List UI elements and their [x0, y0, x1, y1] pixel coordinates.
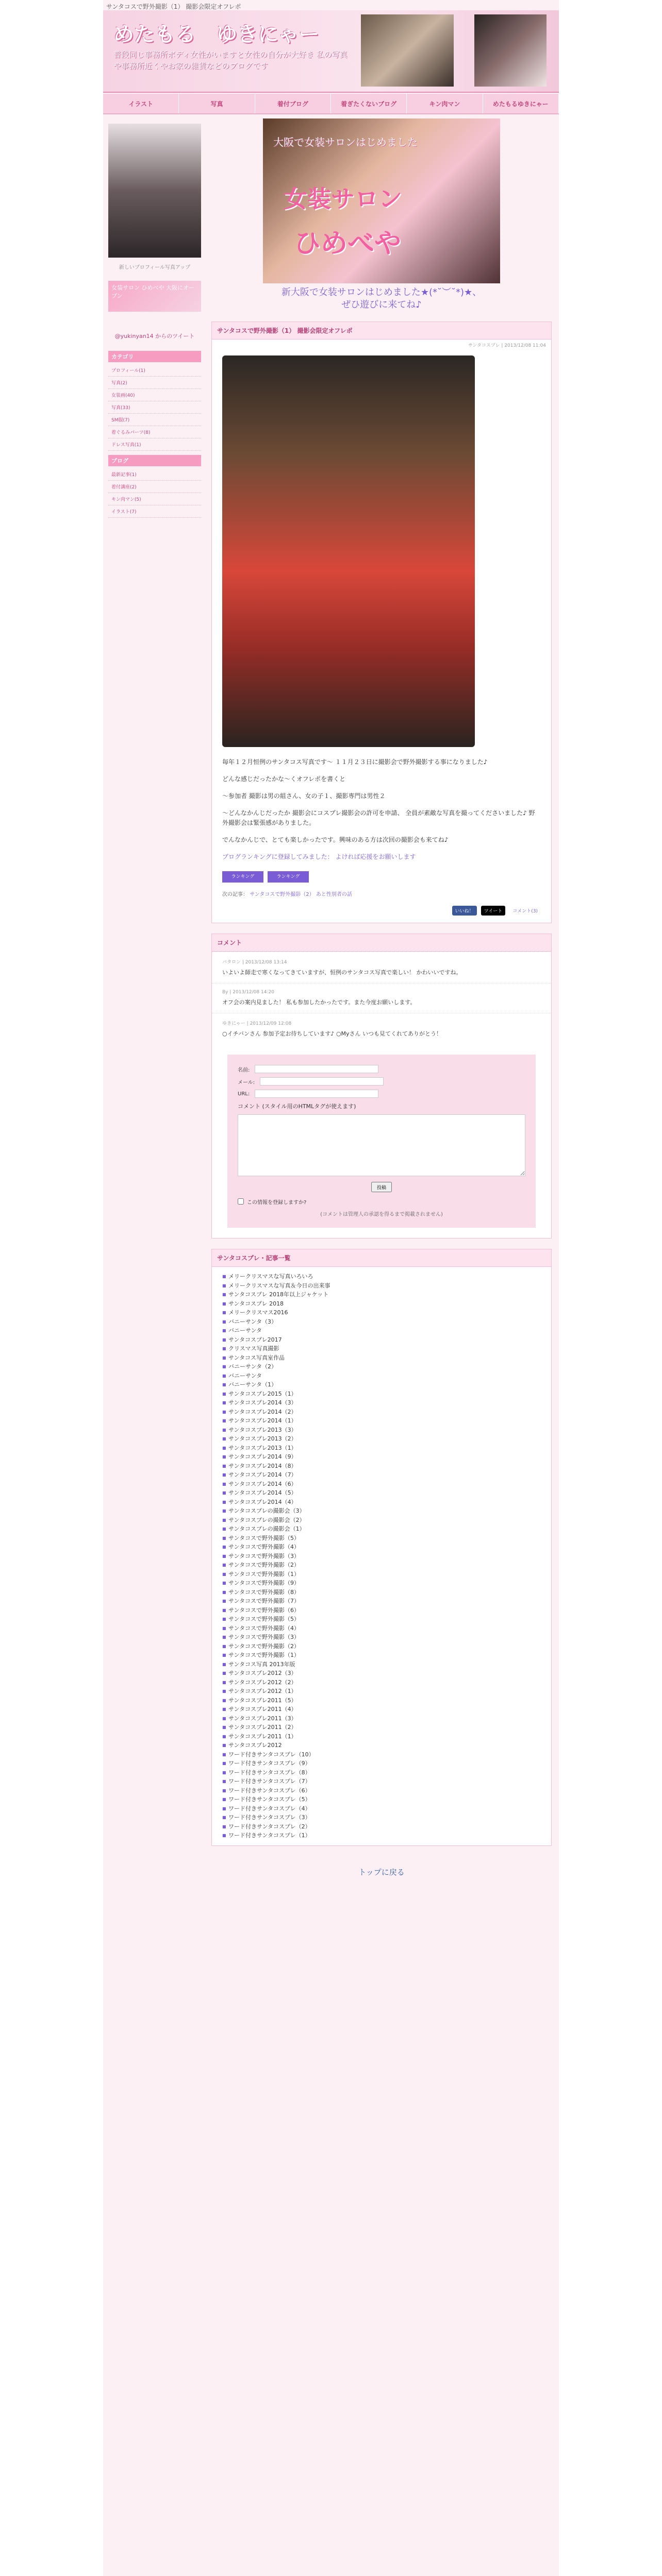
comment-header: ゆきにゃー | 2013/12/09 12:08	[222, 1021, 292, 1026]
article-list-item[interactable]: ■ メリークリスマス2016	[222, 1308, 541, 1317]
global-nav	[103, 94, 559, 114]
article-list-item[interactable]: ■ サンタコスプレ2017	[222, 1335, 541, 1345]
comment-text: いよいよ師走で寒くなってきていますが、恒例のサンタコス写真で楽しい！ かわいいですね。	[222, 969, 462, 976]
remember-label: この情報を登録しますか?	[247, 1199, 307, 1206]
comment-form	[227, 1055, 536, 1228]
header-photo	[361, 14, 454, 87]
article-list-item[interactable]: ■ バニーサンタ	[222, 1326, 541, 1335]
article-list-item[interactable]: ■ サンタコスで野外撮影（4）	[222, 1543, 541, 1552]
salon-headline-2: ぜひ遊びに来てね♪	[341, 299, 422, 310]
article-list-item[interactable]: ■ サンタコスで野外撮影（4）	[222, 1624, 541, 1633]
nav-item[interactable]: イラスト	[103, 94, 179, 113]
article-list-item[interactable]: ■ サンタコスプレ2012（3）	[222, 1669, 541, 1678]
article-paragraph: でんなかんじで、とても楽しかったです。興味のある方は次回の撮影会も来てね♪	[222, 836, 449, 843]
tweet-button[interactable]: ツイート	[481, 906, 506, 916]
article-list-item[interactable]: ■ サンタコスで野外撮影（6）	[222, 1606, 541, 1615]
article-list-item[interactable]: ■ ワード付きサンタコスプレ（5）	[222, 1795, 541, 1804]
next-article	[212, 885, 551, 903]
article-list-item[interactable]: ■ サンタコスで野外撮影（1）	[222, 1651, 541, 1660]
article-list-title: サンタコスプレ・記事一覧	[212, 1249, 551, 1267]
site-tagline: 普段同じ事務所ボディ女性がいますと女性の自分が大好き 私の写真や事務所近くやお家の雑貨などのブログです	[113, 50, 347, 71]
site-header	[103, 10, 559, 93]
sidebar-item[interactable]: プロフィール(1)	[108, 364, 201, 377]
sidebar-item[interactable]: 最新記事(1)	[108, 468, 201, 481]
article-list-item[interactable]: ■ サンタコスプレ2012	[222, 1741, 541, 1750]
comment-label: コメント (スタイル用のHTMLタグが使えます)	[238, 1103, 356, 1110]
mail-label: メール:	[238, 1079, 255, 1086]
blog-list	[108, 468, 201, 518]
ranking-badge[interactable]: ランキング	[222, 871, 263, 883]
sidebar-item[interactable]: ドレス写真(1)	[108, 438, 201, 451]
article-list-item[interactable]: ■ サンタコスプレ2014（5）	[222, 1488, 541, 1498]
article-list-item[interactable]: ■ サンタコスプレ2014（4）	[222, 1498, 541, 1507]
remember-checkbox[interactable]	[238, 1197, 244, 1206]
salon-banner-image[interactable]	[263, 118, 500, 283]
comments-box	[211, 934, 552, 1239]
sidebar-item[interactable]: 着ぐるみパーツ(8)	[108, 426, 201, 438]
article-meta: サンタコスプレ | 2013/12/08 11:04	[468, 343, 546, 348]
sidebar	[103, 118, 206, 2576]
article-list-item[interactable]: ■ ワード付きサンタコスプレ（2）	[222, 1822, 541, 1832]
article-list-item[interactable]: ■ サンタコスで野外撮影（8）	[222, 1588, 541, 1597]
article-list-item[interactable]: ■ バニーサンタ（2）	[222, 1362, 541, 1371]
article-list-item[interactable]: ■ サンタコスプレ2011（2）	[222, 1723, 541, 1732]
article-list	[212, 1267, 551, 1845]
banner-line-1: 大阪で女装サロンはじめました	[273, 136, 418, 148]
article-list-item[interactable]: ■ バニーサンタ（3）	[222, 1317, 541, 1327]
article-box	[211, 321, 552, 923]
article-list-item[interactable]: ■ クリスマス写真撮影	[222, 1344, 541, 1353]
twitter-link[interactable]: @yukinyan14 からのツイート	[114, 333, 195, 340]
ranking-badge[interactable]: ランキング	[268, 871, 309, 883]
comment	[212, 1013, 551, 1044]
article-paragraph: 毎年１２月恒例のサンタコス写真です～ １１月２３日に撮影会で野外撮影する事になりました♪	[222, 758, 488, 766]
sidebar-item[interactable]: 写真(2)	[108, 377, 201, 389]
page-title-bar: サンタコスで野外撮影（1） 撮影会限定オフレポ	[106, 3, 241, 10]
salon-banner[interactable]: 女装サロン ひめべや 大阪にオープン	[108, 281, 201, 312]
article-list-item[interactable]: ■ サンタコスプレ 2018年以上ジャケット	[222, 1290, 541, 1299]
nav-item[interactable]: 着ぎたくないブログ	[331, 94, 407, 113]
comment	[212, 952, 551, 983]
article-list-item[interactable]: ■ サンタコスプレの撮影会（2）	[222, 1516, 541, 1525]
article-list-item[interactable]: ■ サンタコスで野外撮影（5）	[222, 1534, 541, 1543]
comment	[212, 983, 551, 1013]
article-list-item[interactable]: ■ サンタコスプレ2013（2）	[222, 1434, 541, 1444]
profile-photo	[108, 124, 201, 258]
article-list-item[interactable]: ■ ワード付きサンタコスプレ（3）	[222, 1813, 541, 1822]
main-content	[211, 118, 552, 1877]
article-list-item[interactable]: ■ サンタコスプレ2011（1）	[222, 1732, 541, 1741]
article-list-item[interactable]: ■ サンタコスプレ2013（1）	[222, 1444, 541, 1453]
article-list-item[interactable]: ■ サンタコスプレ2013（3）	[222, 1426, 541, 1435]
article-body	[212, 757, 551, 862]
article-list-item[interactable]: ■ サンタコスで野外撮影（2）	[222, 1561, 541, 1570]
article-list-item[interactable]: ■ バニーサンタ	[222, 1371, 541, 1381]
mail-row	[238, 1077, 525, 1086]
profile-caption: 新しいプロフィール写真アップ	[119, 265, 191, 270]
article-list-item[interactable]: ■ サンタコスプレ2014（2）	[222, 1408, 541, 1417]
comment-textarea[interactable]	[238, 1114, 525, 1176]
ranking-link[interactable]: ブログランキングに登録してみました： よければ応援をお願いします	[222, 853, 416, 860]
article-list-item[interactable]: ■ サンタコスプレ2015（1）	[222, 1389, 541, 1399]
article-list-box	[211, 1249, 552, 1846]
article-paragraph: 〜参加者 撮影は男の組さん、女の子１、撮影専門は男性２	[222, 792, 386, 800]
moderation-note: (コメントは管理人の承認を得るまで掲載されません)	[320, 1212, 443, 1217]
sidebar-item[interactable]: 写真(33)	[108, 401, 201, 414]
name-label: 名前:	[238, 1067, 250, 1073]
article-list-item[interactable]: ■ サンタコスプレ2011（4）	[222, 1705, 541, 1714]
article-list-item[interactable]: ■ ワード付きサンタコスプレ（10）	[222, 1750, 541, 1759]
article-list-item[interactable]: ■ サンタコスプレ2012（1）	[222, 1687, 541, 1696]
comments-title: コメント	[212, 934, 551, 952]
article-list-item[interactable]: ■ サンタコスで野外撮影（1）	[222, 1570, 541, 1579]
url-input[interactable]	[255, 1090, 378, 1098]
comment-text: ○イチバンさん 参加予定お待ちしています♪ ○Myさん いつも見てくれてありがとう！	[222, 1030, 442, 1037]
sidebar-item[interactable]: 着付講座(2)	[108, 481, 201, 493]
header-photo-2	[474, 14, 547, 87]
nav-item[interactable]: 着付ブログ	[255, 94, 331, 113]
article-list-item[interactable]: ■ ワード付きサンタコスプレ（9）	[222, 1759, 541, 1768]
article-paragraph: どんな感じだったかな～くオフレポを書くと	[222, 775, 346, 783]
article-list-item[interactable]: ■ サンタコス写真 2013年版	[222, 1660, 541, 1669]
banner-line-3: ひめべや	[294, 228, 402, 259]
submit-button[interactable]: 投稿	[371, 1182, 392, 1192]
article-list-item[interactable]: ■ サンタコスプレ2014（6）	[222, 1480, 541, 1489]
url-row	[238, 1090, 525, 1098]
article-list-item[interactable]: ■ サンタコスで野外撮影（3）	[222, 1633, 541, 1642]
article-list-item[interactable]: ■ サンタコスプレ 2018	[222, 1299, 541, 1309]
sidebar-item[interactable]: SM服(7)	[108, 414, 201, 426]
article-list-item[interactable]: ■ サンタコスプレの撮影会（1）	[222, 1524, 541, 1534]
article-list-item[interactable]: ■ サンタコスで野外撮影（9）	[222, 1579, 541, 1588]
article-list-item[interactable]: ■ ワード付きサンタコスプレ（7）	[222, 1777, 541, 1786]
comments-count-link[interactable]: コメント(3)	[512, 909, 538, 914]
article-list-item[interactable]: ■ ワード付きサンタコスプレ（1）	[222, 1831, 541, 1840]
url-label: URL:	[238, 1091, 250, 1097]
article-list-item[interactable]: ■ ワード付きサンタコスプレ（4）	[222, 1804, 541, 1814]
article-list-item[interactable]: ■ サンタコスで野外撮影（2）	[222, 1642, 541, 1651]
salon-headline[interactable]: 新大阪で女装サロンはじめました★(*˘︶˘*)★、	[281, 287, 482, 298]
page-wrapper	[103, 0, 559, 2576]
article-list-item[interactable]: ■ サンタコスプレ2014（1）	[222, 1416, 541, 1426]
category-list	[108, 364, 201, 451]
sidebar-section-head: ブログ	[108, 455, 201, 466]
name-row	[238, 1065, 525, 1073]
article-list-item[interactable]: ■ サンタコスで野外撮影（5）	[222, 1615, 541, 1624]
article-list-item[interactable]: ■ サンタコスプレ2011（3）	[222, 1714, 541, 1723]
article-list-item[interactable]: ■ バニーサンタ（1）	[222, 1380, 541, 1389]
article-list-item[interactable]: ■ サンタコスで野外撮影（7）	[222, 1597, 541, 1606]
sidebar-item[interactable]: イラスト(7)	[108, 505, 201, 518]
nav-item[interactable]: キン肉マン	[407, 94, 483, 113]
article-list-item[interactable]: ■ サンタコスプレ2014（7）	[222, 1470, 541, 1480]
comment-header: バタロン | 2013/12/08 13:14	[222, 960, 287, 965]
article-paragraph: 〜どんなかんじだったか 撮影会にコスプレ撮影会の許可を申請、 全員が素敵な写真を撮ってくださいました♪ 野外撮影会は緊張感がありました。	[222, 809, 535, 826]
site-title[interactable]: めたもる ゆきにゃー	[113, 23, 320, 46]
mail-input[interactable]	[260, 1077, 384, 1086]
article-list-item[interactable]: ■ メリークリスマスな写真いろいろ	[222, 1272, 541, 1281]
article-list-item[interactable]: ■ サンタコス写真室作品	[222, 1353, 541, 1363]
ranking-badges	[212, 869, 551, 885]
article-list-item[interactable]: ■ ワード付きサンタコスプレ（6）	[222, 1786, 541, 1795]
comment-header: By | 2013/12/08 14:20	[222, 990, 274, 995]
article-title[interactable]: サンタコスで野外撮影（1） 撮影会限定オフレポ	[212, 322, 551, 340]
article-list-item[interactable]: ■ サンタコスプレ2014（3）	[222, 1398, 541, 1408]
article-list-item[interactable]: ■ サンタコスプレ2012（2）	[222, 1678, 541, 1687]
article-list-item[interactable]: ■ サンタコスで野外撮影（3）	[222, 1552, 541, 1561]
article-list-item[interactable]: ■ サンタコスプレ2014（9）	[222, 1452, 541, 1462]
comment-text: オフ会の案内見ました！ 私も参加したかったです。また今度お願いします。	[222, 999, 416, 1006]
sidebar-item[interactable]: キン肉マン(5)	[108, 493, 201, 505]
sidebar-item[interactable]: 女装画(40)	[108, 389, 201, 401]
remember-row	[238, 1197, 525, 1206]
article-list-item[interactable]: ■ サンタコスプレの撮影会（3）	[222, 1506, 541, 1516]
article-list-item[interactable]: ■ ワード付きサンタコスプレ（8）	[222, 1768, 541, 1777]
sidebar-section-head: カテゴリ	[108, 351, 201, 362]
article-list-item[interactable]: ■ メリークリスマスな写真＆今日の出来事	[222, 1281, 541, 1291]
back-to-top-link[interactable]: トップに戻る	[358, 1867, 405, 1877]
nav-item[interactable]: めたもるゆきにゃー	[483, 94, 559, 113]
like-button[interactable]: いいね！	[452, 906, 477, 916]
name-input[interactable]	[255, 1065, 378, 1073]
next-article-link[interactable]: サンタコスで野外撮影（2） あと性別者の話	[250, 892, 352, 897]
article-list-item[interactable]: ■ サンタコスプレ2014（8）	[222, 1462, 541, 1471]
article-photo	[222, 355, 475, 747]
banner-line-2: 女装サロン	[284, 185, 402, 213]
article-list-item[interactable]: ■ サンタコスプレ2011（5）	[222, 1696, 541, 1705]
nav-item[interactable]: 写真	[179, 94, 255, 113]
next-label: 次の記事：	[222, 892, 248, 897]
share-row	[212, 903, 551, 923]
